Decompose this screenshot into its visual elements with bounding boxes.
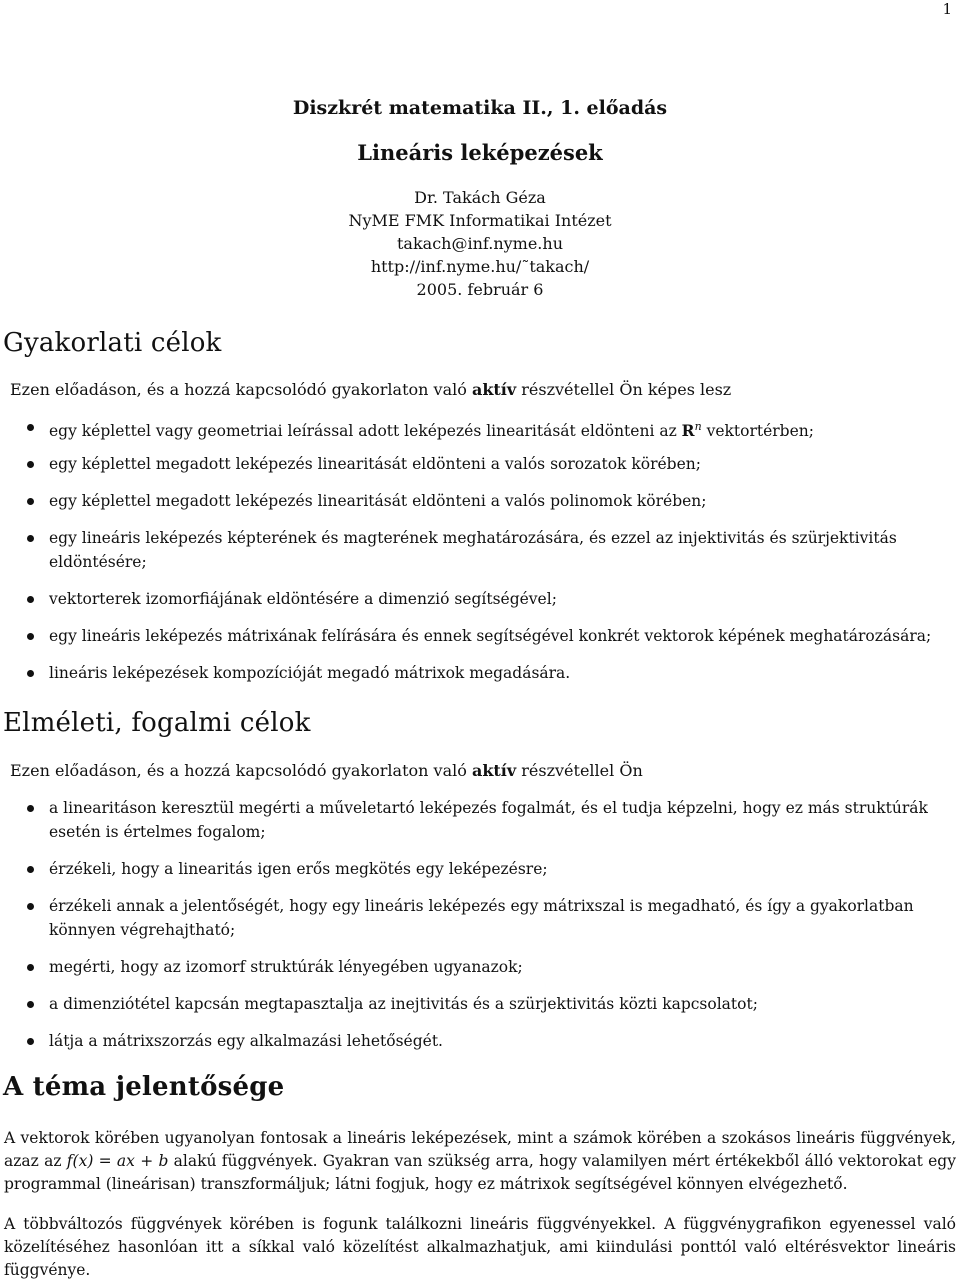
list-item-text: a linearitáson keresztül megérti a műveletartó leképezés fogalmát, és el tudja képzelni, hogy ez más struktúrák esetén is értelmes fogalom;	[49, 799, 928, 841]
bullet-icon	[27, 424, 34, 431]
list-item-text: lineáris leképezések kompozícióját megadó mátrixok megadására.	[49, 664, 571, 682]
bullet-icon	[27, 866, 34, 873]
page-number: 1	[942, 0, 952, 18]
lecture-date: 2005. február 6	[416, 280, 544, 299]
heading-importance: A téma jelentősége	[3, 1072, 285, 1102]
list-item-text: érzékeli, hogy a linearitás igen erős megkötés egy leképezésre;	[49, 860, 548, 878]
item-math-sup: n	[694, 420, 702, 433]
author-block	[0, 186, 960, 301]
list-item-text: egy képlettel megadott leképezés linearitását eldönteni a valós sorozatok körében;	[49, 455, 701, 473]
theory-intro	[10, 761, 950, 780]
importance-paragraph-2: A többváltozós függvények körében is fogunk találkozni lineáris függvényekkel. A függvénygrafikon egyenessel való közelítéséhez hasonlóan itt a síkkal való közelítést alkalmazhatjuk, ami kiindulási ponttól való eltérésvektor lineáris függvénye.	[4, 1215, 956, 1279]
list-item-text: látja a mátrixszorzás egy alkalmazási lehetőségét.	[49, 1032, 443, 1050]
bullet-icon	[27, 633, 34, 640]
author-institute: NyME FMK Informatikai Intézet	[348, 211, 612, 230]
author-url[interactable]: http://inf.nyme.hu/˜takach/	[370, 257, 590, 276]
para-math-formula: f(x) = ax + b	[66, 1152, 169, 1170]
bullet-icon	[27, 670, 34, 677]
intro-text-pre: Ezen előadáson, és a hozzá kapcsolódó gyakorlaton való	[10, 380, 472, 399]
bullet-icon	[27, 596, 34, 603]
bullet-icon	[27, 535, 34, 542]
intro-text-post: részvétellel Ön képes lesz	[516, 380, 732, 399]
para-text-a: A vektorok körében ugyanolyan fontosak a lineáris leképezések, mint a számok körében a szokásos lineáris függvények, azaz az	[4, 1129, 956, 1170]
intro-text-bold: aktív	[471, 380, 517, 399]
course-title: Diszkrét matematika II., 1. előadás	[292, 97, 668, 119]
list-item-text: vektorterek izomorfiájának eldöntésére a dimenzió segítségével;	[49, 590, 557, 608]
importance-paragraph-1	[4, 1127, 956, 1196]
intro-text-pre: Ezen előadáson, és a hozzá kapcsolódó gyakorlaton való	[10, 761, 472, 780]
bullet-icon	[27, 1001, 34, 1008]
item-math-R: R	[681, 421, 695, 441]
bullet-icon	[27, 461, 34, 468]
bullet-icon	[27, 498, 34, 505]
practical-intro	[10, 380, 950, 399]
list-item-text: egy képlettel megadott leképezés linearitását eldönteni a valós polinomok körében;	[49, 492, 707, 510]
item-text-post: vektortérben;	[701, 422, 814, 441]
intro-text-post: részvétellel Ön	[516, 761, 643, 780]
lecture-title: Lineáris leképezések	[357, 140, 603, 165]
bullet-icon	[27, 1038, 34, 1045]
author-name: Dr. Takách Géza	[414, 188, 546, 207]
para-text-b: alakú függvények. Gyakran van szükség arra, hogy valamilyen mért értékekből álló vektorokat egy programmal (lineárisan) transzformáljuk; látni fogjuk, hogy ez mátrixok segítségével könnyen elvégezhető.	[4, 1152, 956, 1193]
list-item-text	[49, 415, 959, 443]
intro-text-bold: aktív	[471, 761, 517, 780]
bullet-icon	[27, 964, 34, 971]
heading-theory-goals: Elméleti, fogalmi célok	[3, 708, 311, 738]
item-text-pre: egy képlettel vagy geometriai leírással adott leképezés linearitását eldönteni az	[49, 422, 682, 441]
list-item-text: megérti, hogy az izomorf struktúrák lényegében ugyanazok;	[49, 958, 523, 976]
list-item-text: egy lineáris leképezés képterének és magterének meghatározására, és ezzel az injektivitás és szürjektivitás eldöntésére;	[49, 529, 897, 571]
author-email[interactable]: takach@inf.nyme.hu	[396, 234, 563, 253]
list-item-text: egy lineáris leképezés mátrixának felírására és ennek segítségével konkrét vektorok képének meghatározására;	[49, 627, 932, 645]
list-item-text: a dimenziótétel kapcsán megtapasztalja az inejtivitás és a szürjektivitás közti kapcsolatot;	[49, 995, 758, 1013]
list-item-text: érzékeli annak a jelentőségét, hogy egy lineáris leképezés egy mátrixszal is megadható, és így a gyakorlatban könnyen végrehajtható;	[49, 897, 914, 939]
heading-practical-goals: Gyakorlati célok	[3, 328, 222, 358]
bullet-icon	[27, 903, 34, 910]
bullet-icon	[27, 805, 34, 812]
